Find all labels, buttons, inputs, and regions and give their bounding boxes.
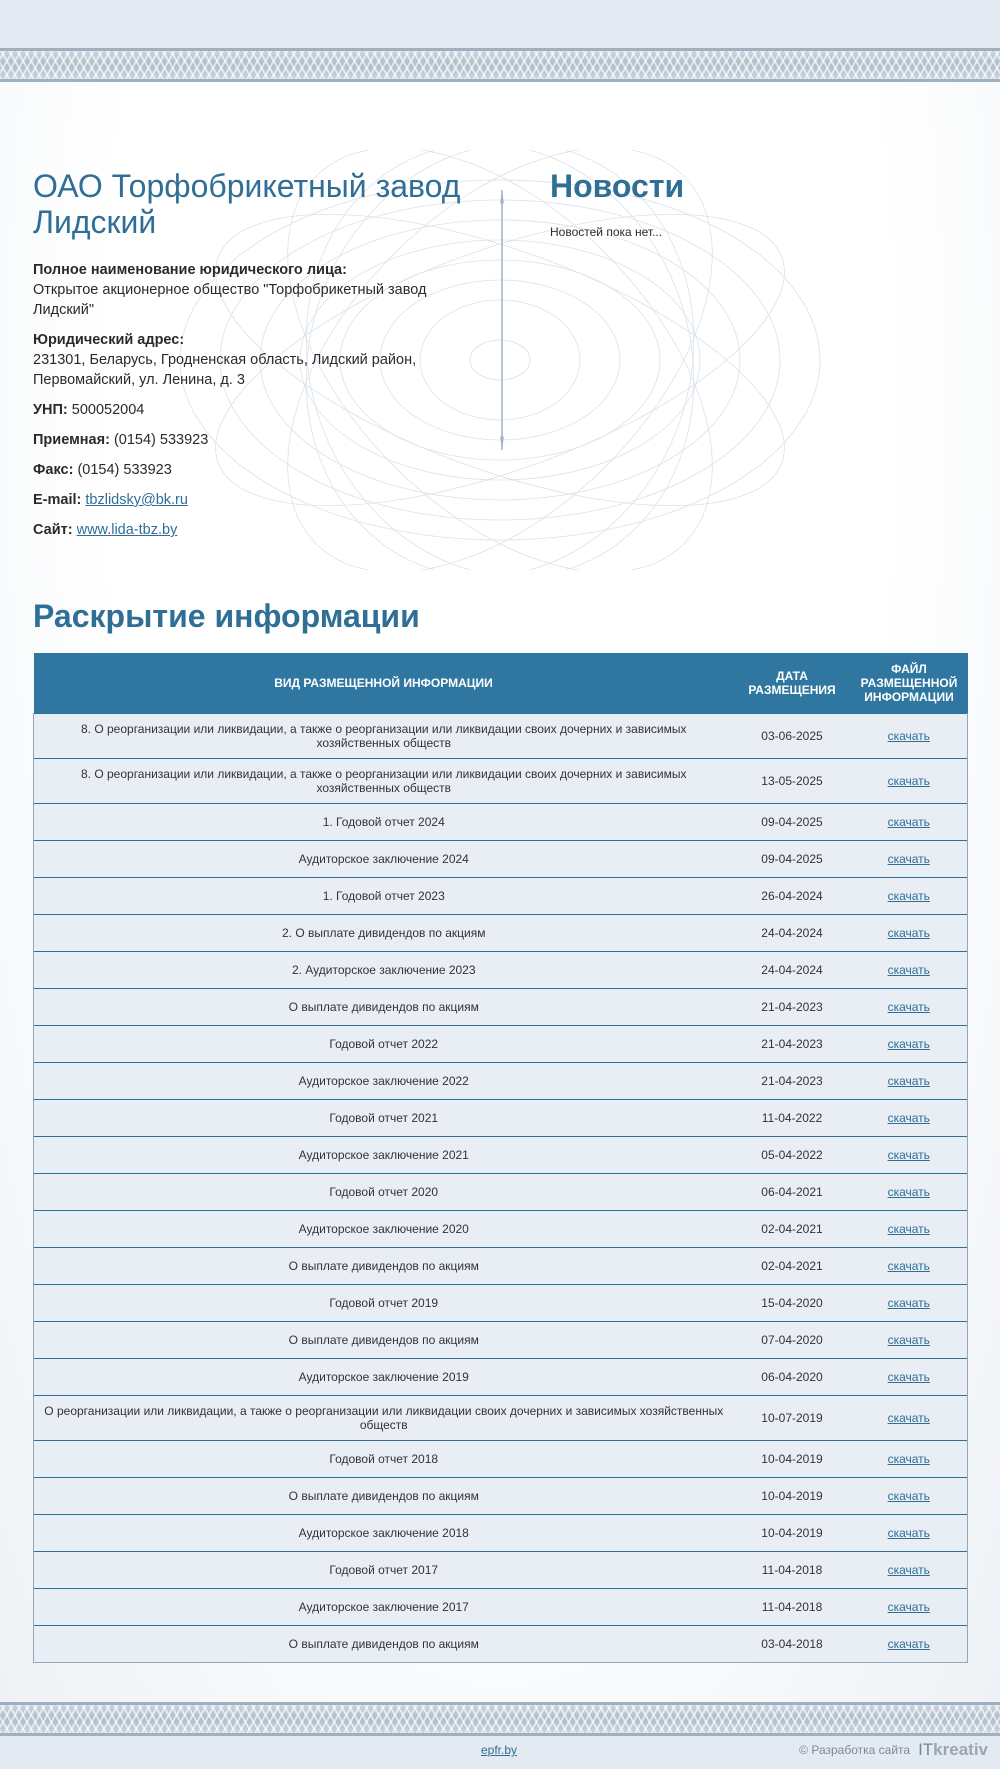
cell-date: 10-04-2019 (734, 1514, 851, 1551)
developer-logo-rest: kreativ (933, 1740, 988, 1759)
cell-date: 03-04-2018 (734, 1625, 851, 1662)
cell-type: Аудиторское заключение 2018 (34, 1514, 734, 1551)
site-link[interactable]: www.lida-tbz.by (76, 522, 178, 538)
table-row (34, 1062, 968, 1099)
email-item (33, 490, 433, 510)
download-link[interactable]: скачать (887, 999, 930, 1014)
email-label: E-mail: (33, 492, 82, 508)
cell-date: 13-05-2025 (734, 758, 851, 803)
disclosure-table-wrap (33, 653, 967, 1663)
site-label: Сайт: (33, 522, 73, 538)
download-link[interactable]: скачать (887, 1036, 930, 1051)
table-row (34, 840, 968, 877)
cell-date: 07-04-2020 (734, 1321, 851, 1358)
disclosure-title: Раскрытие информации (33, 598, 420, 634)
cell-type: О выплате дивидендов по акциям (34, 1625, 734, 1662)
footer-link[interactable]: epfr.by (481, 1743, 518, 1757)
cell-date: 10-07-2019 (734, 1395, 851, 1440)
download-link[interactable]: скачать (887, 728, 930, 743)
download-link[interactable]: скачать (887, 1258, 930, 1273)
cell-type: Годовой отчет 2020 (34, 1173, 734, 1210)
legal-name-item (33, 260, 433, 320)
legal-name-label: Полное наименование юридического лица: (33, 262, 347, 278)
news-title: Новости (550, 168, 685, 204)
cell-file (851, 1588, 968, 1625)
cell-type: Годовой отчет 2019 (34, 1284, 734, 1321)
cell-type: Годовой отчет 2017 (34, 1551, 734, 1588)
cell-file (851, 1625, 968, 1662)
cell-file (851, 1514, 968, 1551)
cell-file (851, 1062, 968, 1099)
cell-date: 10-04-2019 (734, 1440, 851, 1477)
cell-file (851, 803, 968, 840)
cell-file (851, 1395, 968, 1440)
table-row (34, 803, 968, 840)
cell-file (851, 914, 968, 951)
cell-date: 09-04-2025 (734, 840, 851, 877)
download-link[interactable]: скачать (887, 814, 930, 829)
table-row (34, 1247, 968, 1284)
cell-type: Аудиторское заключение 2024 (34, 840, 734, 877)
cell-file (851, 1247, 968, 1284)
cell-date: 21-04-2023 (734, 1062, 851, 1099)
download-link[interactable]: скачать (887, 1110, 930, 1125)
cell-type: Аудиторское заключение 2020 (34, 1210, 734, 1247)
cell-file (851, 1136, 968, 1173)
cell-file (851, 877, 968, 914)
download-link[interactable]: скачать (887, 1562, 930, 1577)
header-file: ФАЙЛ РАЗМЕЩЕННОЙ ИНФОРМАЦИИ (851, 653, 968, 713)
cell-file (851, 1099, 968, 1136)
table-row (34, 1551, 968, 1588)
cell-type: 8. О реорганизации или ликвидации, а также о реорганизации или ликвидации своих дочерних и зависимых хозяйственных обществ (34, 713, 734, 758)
table-row (34, 1358, 968, 1395)
footer-credit-text: © Разработка сайта (799, 1743, 911, 1757)
download-link[interactable]: скачать (887, 1636, 930, 1651)
developer-logo-it: IT (918, 1740, 934, 1759)
address-value: 231301, Беларусь, Гродненская область, Лидский район, Первомайский, ул. Ленина, д. 3 (33, 352, 417, 388)
table-row (34, 1514, 968, 1551)
fax-value: (0154) 533923 (77, 462, 172, 478)
cell-date: 06-04-2021 (734, 1173, 851, 1210)
download-link[interactable]: скачать (887, 1147, 930, 1162)
decorative-border-bottom (0, 1702, 1000, 1736)
table-row (34, 758, 968, 803)
cell-file (851, 1358, 968, 1395)
cell-type: 1. Годовой отчет 2023 (34, 877, 734, 914)
cell-type: Аудиторское заключение 2017 (34, 1588, 734, 1625)
table-row (34, 1477, 968, 1514)
table-row (34, 951, 968, 988)
download-link[interactable]: скачать (887, 1488, 930, 1503)
cell-type: О выплате дивидендов по акциям (34, 1477, 734, 1514)
fax-label: Факс: (33, 462, 74, 478)
cell-file (851, 951, 968, 988)
cell-type: Годовой отчет 2018 (34, 1440, 734, 1477)
cell-file (851, 1440, 968, 1477)
cell-type: Аудиторское заключение 2021 (34, 1136, 734, 1173)
cell-type: 8. О реорганизации или ликвидации, а также о реорганизации или ликвидации своих дочерних и зависимых хозяйственных обществ (34, 758, 734, 803)
cell-file (851, 1210, 968, 1247)
reception-item (33, 430, 433, 450)
cell-date: 21-04-2023 (734, 988, 851, 1025)
cell-date: 11-04-2022 (734, 1099, 851, 1136)
download-link[interactable]: скачать (887, 1451, 930, 1466)
table-row (34, 1025, 968, 1062)
unp-label: УНП: (33, 402, 68, 418)
cell-date: 26-04-2024 (734, 877, 851, 914)
cell-date: 11-04-2018 (734, 1551, 851, 1588)
download-link[interactable]: скачать (887, 925, 930, 940)
download-link[interactable]: скачать (887, 1073, 930, 1088)
download-link[interactable]: скачать (887, 1525, 930, 1540)
table-row (34, 1440, 968, 1477)
cell-file (851, 988, 968, 1025)
email-link[interactable]: tbzlidsky@bk.ru (85, 492, 188, 508)
table-row (34, 1588, 968, 1625)
cell-type: 1. Годовой отчет 2024 (34, 803, 734, 840)
download-link[interactable]: скачать (887, 851, 930, 866)
cell-type: О выплате дивидендов по акциям (34, 1321, 734, 1358)
download-link[interactable]: скачать (887, 962, 930, 977)
download-link[interactable]: скачать (887, 1599, 930, 1614)
header-date: ДАТА РАЗМЕЩЕНИЯ (734, 653, 851, 713)
company-info (33, 260, 433, 550)
developer-logo[interactable] (918, 1740, 988, 1760)
address-item (33, 330, 433, 390)
cell-type: О выплате дивидендов по акциям (34, 1247, 734, 1284)
unp-value: 500052004 (71, 402, 145, 418)
table-row (34, 1284, 968, 1321)
cell-type: О выплате дивидендов по акциям (34, 988, 734, 1025)
decorative-border-top (0, 48, 1000, 82)
table-row (34, 1136, 968, 1173)
cell-file (851, 758, 968, 803)
cell-type: Годовой отчет 2021 (34, 1099, 734, 1136)
download-link[interactable]: скачать (887, 1410, 930, 1425)
cell-file (851, 713, 968, 758)
news-empty-text: Новостей пока нет... (550, 225, 663, 239)
table-row (34, 1210, 968, 1247)
cell-type: Годовой отчет 2022 (34, 1025, 734, 1062)
table-row (34, 713, 968, 758)
download-link[interactable]: скачать (887, 1184, 930, 1199)
cell-file (851, 1173, 968, 1210)
cell-file (851, 1284, 968, 1321)
download-link[interactable]: скачать (887, 1295, 930, 1310)
cell-date: 24-04-2024 (734, 951, 851, 988)
footer-credit (799, 1740, 988, 1760)
cell-type: Аудиторское заключение 2019 (34, 1358, 734, 1395)
download-link[interactable]: скачать (887, 888, 930, 903)
download-link[interactable]: скачать (887, 773, 930, 788)
download-link[interactable]: скачать (887, 1369, 930, 1384)
unp-item (33, 400, 433, 420)
cell-date: 09-04-2025 (734, 803, 851, 840)
download-link[interactable]: скачать (887, 1332, 930, 1347)
table-row (34, 1321, 968, 1358)
fax-item (33, 460, 433, 480)
cell-type: 2. О выплате дивидендов по акциям (34, 914, 734, 951)
cell-file (851, 1477, 968, 1514)
cell-date: 02-04-2021 (734, 1210, 851, 1247)
table-row (34, 1099, 968, 1136)
reception-value: (0154) 533923 (113, 432, 209, 448)
table-row (34, 1395, 968, 1440)
download-link[interactable]: скачать (887, 1221, 930, 1236)
table-row (34, 877, 968, 914)
cell-file (851, 1025, 968, 1062)
cell-date: 06-04-2020 (734, 1358, 851, 1395)
legal-name-value: Открытое акционерное общество "Торфобрикетный завод Лидский" (33, 282, 427, 318)
cell-date: 24-04-2024 (734, 914, 851, 951)
cell-type: Аудиторское заключение 2022 (34, 1062, 734, 1099)
cell-type: 2. Аудиторское заключение 2023 (34, 951, 734, 988)
table-row (34, 1625, 968, 1662)
cell-date: 11-04-2018 (734, 1588, 851, 1625)
address-label: Юридический адрес: (33, 332, 185, 348)
cell-type: О реорганизации или ликвидации, а также о реорганизации или ликвидации своих дочерних и зависимых хозяйственных обществ (34, 1395, 734, 1440)
cell-date: 15-04-2020 (734, 1284, 851, 1321)
header-type: ВИД РАЗМЕЩЕННОЙ ИНФОРМАЦИИ (34, 653, 734, 713)
cell-date: 21-04-2023 (734, 1025, 851, 1062)
cell-date: 05-04-2022 (734, 1136, 851, 1173)
cell-file (851, 840, 968, 877)
cell-file (851, 1321, 968, 1358)
table-row (34, 988, 968, 1025)
cell-date: 02-04-2021 (734, 1247, 851, 1284)
company-title: ОАО Торфобрикетный завод Лидский (33, 168, 461, 240)
cell-date: 03-06-2025 (734, 713, 851, 758)
cell-file (851, 1551, 968, 1588)
table-header-row (34, 653, 968, 713)
site-item (33, 520, 433, 540)
table-row (34, 1173, 968, 1210)
table-row (34, 914, 968, 951)
top-strip (0, 0, 1000, 50)
cell-date: 10-04-2019 (734, 1477, 851, 1514)
disclosure-table (33, 653, 968, 1663)
reception-label: Приемная: (33, 432, 110, 448)
